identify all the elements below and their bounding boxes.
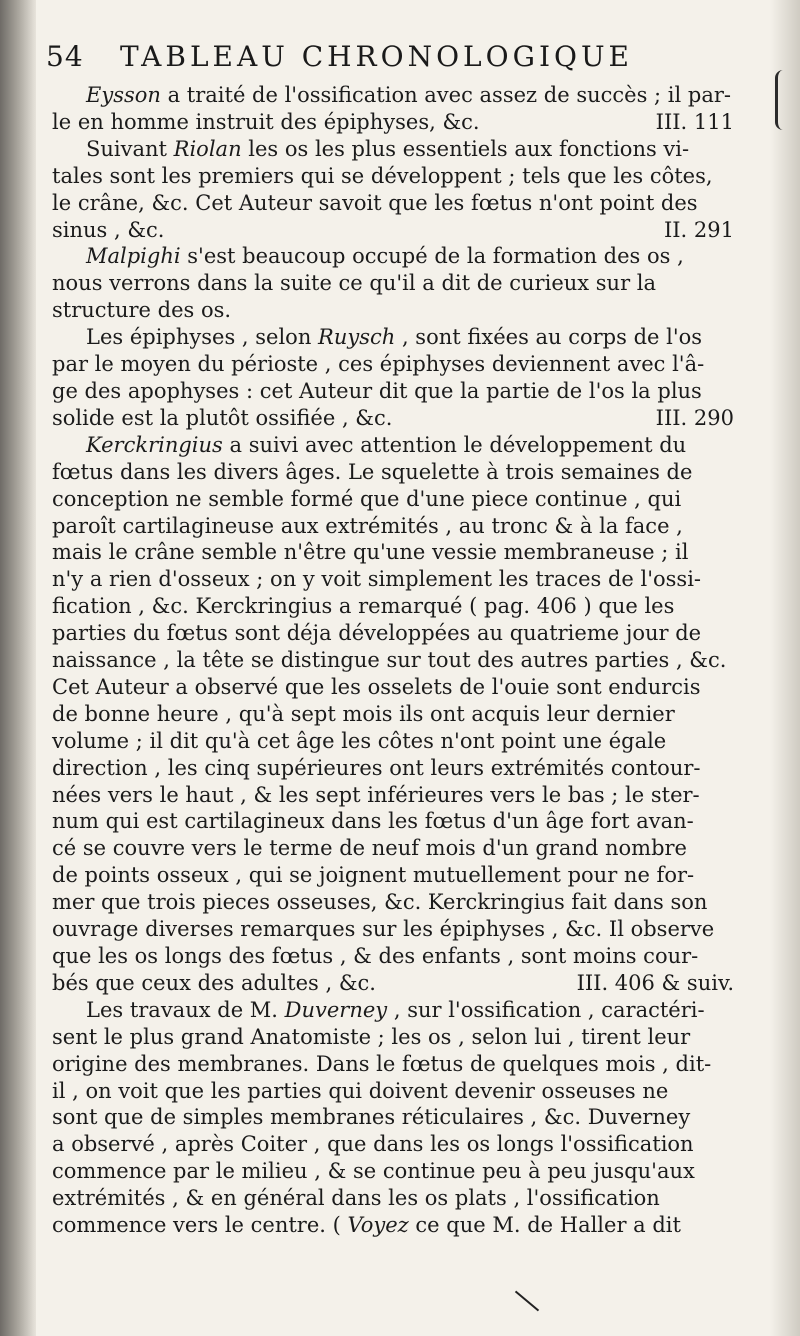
body-text — [52, 82, 738, 1239]
line-text: , sur l'ossification , caractéri- — [387, 997, 705, 1022]
text-line — [52, 889, 738, 916]
text-line — [52, 136, 738, 163]
text-line — [52, 378, 738, 405]
line-text: Les travaux de M. — [86, 997, 285, 1022]
paragraph — [52, 243, 738, 324]
paragraph — [52, 997, 738, 1239]
paragraph — [52, 324, 738, 432]
text-line — [52, 1051, 738, 1078]
text-line — [52, 297, 738, 324]
margin-mark — [775, 70, 792, 130]
line-text: bés que ceux des adultes , &c. — [52, 970, 376, 995]
line-text: nées vers le haut , & les sept inférieures vers le bas ; le ster- — [52, 782, 700, 807]
line-text: paroît cartilagineuse aux extrémités , au tronc & à la face , — [52, 513, 683, 538]
text-line — [52, 782, 738, 809]
line-text: Suivant — [86, 136, 174, 161]
text-line — [52, 620, 738, 647]
book-gutter-shadow — [0, 0, 36, 1336]
line-text: ge des apophyses : cet Auteur dit que la partie de l'os la plus — [52, 378, 702, 403]
author-name: Kerckringius — [86, 432, 223, 457]
text-line — [52, 862, 738, 889]
text-line — [52, 432, 738, 459]
text-line — [52, 566, 738, 593]
line-text: les os les plus essentiels aux fonctions vi- — [241, 136, 690, 161]
text-line — [52, 916, 738, 943]
text-line — [52, 109, 738, 136]
line-text: le crâne, &c. Cet Auteur savoit que les fœtus n'ont point des — [52, 190, 698, 215]
text-line — [52, 539, 738, 566]
text-line — [52, 943, 738, 970]
paragraph — [52, 432, 738, 997]
line-text: fication , &c. Kerckringius a remarqué ( pag. 406 ) que les — [52, 594, 675, 619]
text-line — [52, 835, 738, 862]
line-text: ce que M. de Haller a dit — [408, 1213, 681, 1238]
line-text: sinus , &c. — [52, 217, 165, 242]
line-text: Les épiphyses , selon — [86, 325, 319, 350]
line-text: le en homme instruit des épiphyses, &c. — [52, 109, 480, 134]
page-header — [46, 40, 766, 80]
text-line — [52, 1078, 738, 1105]
text-line — [52, 970, 738, 997]
line-text: mais le crâne semble n'être qu'une vessie membraneuse ; il — [52, 540, 689, 565]
line-text: ouvrage diverses remarques sur les épiphyses , &c. Il observe — [52, 917, 715, 942]
line-text: conception ne semble formé que d'une piece continue , qui — [52, 486, 682, 511]
text-line — [52, 728, 738, 755]
text-line — [52, 270, 738, 297]
text-line — [52, 351, 738, 378]
page-number: 54 — [46, 40, 84, 73]
text-line — [52, 997, 738, 1024]
running-title: TABLEAU CHRONOLOGIQUE — [120, 40, 633, 73]
author-name: Duverney — [284, 997, 388, 1022]
line-text: Cet Auteur a observé que les osselets de l'ouie sont endurcis — [52, 674, 701, 699]
line-text: parties du fœtus sont déja développées au quatrieme jour de — [52, 621, 702, 646]
line-text: direction , les cinq supérieures ont leurs extrémités contour- — [52, 755, 701, 780]
text-line — [52, 1212, 738, 1239]
reference-citation: III. 111 — [655, 109, 734, 134]
line-text: tales sont les premiers qui se développent ; tels que les côtes, — [52, 163, 713, 188]
page-edge-shadow — [770, 0, 800, 1336]
line-text: num qui est cartilagineux dans les fœtus d'un âge fort avan- — [52, 809, 694, 834]
line-text: sent le plus grand Anatomiste ; les os , selon lui , tirent leur — [52, 1024, 691, 1049]
author-name: Malpighi — [86, 244, 181, 269]
line-text: fœtus dans les divers âges. Le squelette à trois semaines de — [52, 459, 693, 484]
line-text: nous verrons dans la suite ce qu'il a dit de curieux sur la — [52, 271, 657, 296]
text-line — [52, 486, 738, 513]
author-name: Eysson — [86, 83, 161, 107]
text-line — [52, 593, 738, 620]
line-text: structure des os. — [52, 298, 232, 323]
line-text: par le moyen du périoste , ces épiphyses deviennent avec l'â- — [52, 352, 705, 377]
text-line — [52, 1024, 738, 1051]
text-line — [52, 513, 738, 540]
text-line — [52, 190, 738, 217]
text-line — [52, 82, 738, 109]
text-line — [52, 217, 738, 244]
line-text: de bonne heure , qu'à sept mois ils ont acquis leur dernier — [52, 701, 675, 726]
text-line — [52, 1104, 738, 1131]
line-text: mer que trois pieces osseuses, &c. Kerckringius fait dans son — [52, 890, 708, 915]
reference-citation: III. 290 — [655, 405, 734, 430]
line-text: cé se couvre vers le terme de neuf mois d'un grand nombre — [52, 836, 687, 861]
line-text: solide est la plutôt ossifiée , &c. — [52, 405, 393, 430]
line-text: il , on voit que les parties qui doivent devenir osseuses ne — [52, 1078, 669, 1103]
text-line — [52, 1158, 738, 1185]
line-text: que les os longs des fœtus , & des enfants , sont moins cour- — [52, 944, 699, 968]
text-line — [52, 1185, 738, 1212]
line-text: a observé , après Coiter , que dans les os longs l'ossification — [52, 1132, 694, 1157]
author-name: Ruysch — [318, 325, 396, 350]
line-text: commence par le milieu , & se continue peu à peu jusqu'aux — [52, 1159, 695, 1184]
line-text: naissance , la tête se distingue sur tout des autres parties , &c. — [52, 648, 727, 673]
reference-citation: II. 291 — [663, 217, 734, 242]
line-text: commence vers le centre. ( — [52, 1213, 348, 1238]
text-line — [52, 324, 738, 351]
text-line — [52, 1131, 738, 1158]
line-text: , sont fixées au corps de l'os — [395, 325, 703, 350]
text-line — [52, 647, 738, 674]
stray-ink-mark — [515, 1291, 539, 1312]
text-line — [52, 674, 738, 701]
line-text: a suivi avec attention le développement du — [222, 432, 687, 457]
line-text: a traité de l'ossification avec assez de succès ; il par- — [160, 83, 731, 107]
paragraph — [52, 82, 738, 136]
text-line — [52, 243, 738, 270]
line-text: n'y a rien d'osseux ; on y voit simplement les traces de l'ossi- — [52, 567, 702, 592]
line-text: volume ; il dit qu'à cet âge les côtes n'ont point une égale — [52, 728, 667, 753]
author-name: Riolan — [173, 136, 242, 161]
text-line — [52, 808, 738, 835]
author-name: Voyez — [347, 1213, 409, 1238]
text-line — [52, 755, 738, 782]
reference-citation: III. 406 & suiv. — [576, 970, 734, 995]
text-line — [52, 459, 738, 486]
text-line — [52, 163, 738, 190]
text-line — [52, 701, 738, 728]
line-text: origine des membranes. Dans le fœtus de quelques mois , dit- — [52, 1051, 712, 1076]
line-text: sont que de simples membranes réticulaires , &c. Duverney — [52, 1105, 691, 1130]
line-text: de points osseux , qui se joignent mutuellement pour ne for- — [52, 863, 695, 888]
paragraph — [52, 136, 738, 244]
text-line — [52, 405, 738, 432]
line-text: extrémités , & en général dans les os plats , l'ossification — [52, 1186, 660, 1211]
line-text: s'est beaucoup occupé de la formation des os , — [180, 244, 684, 269]
